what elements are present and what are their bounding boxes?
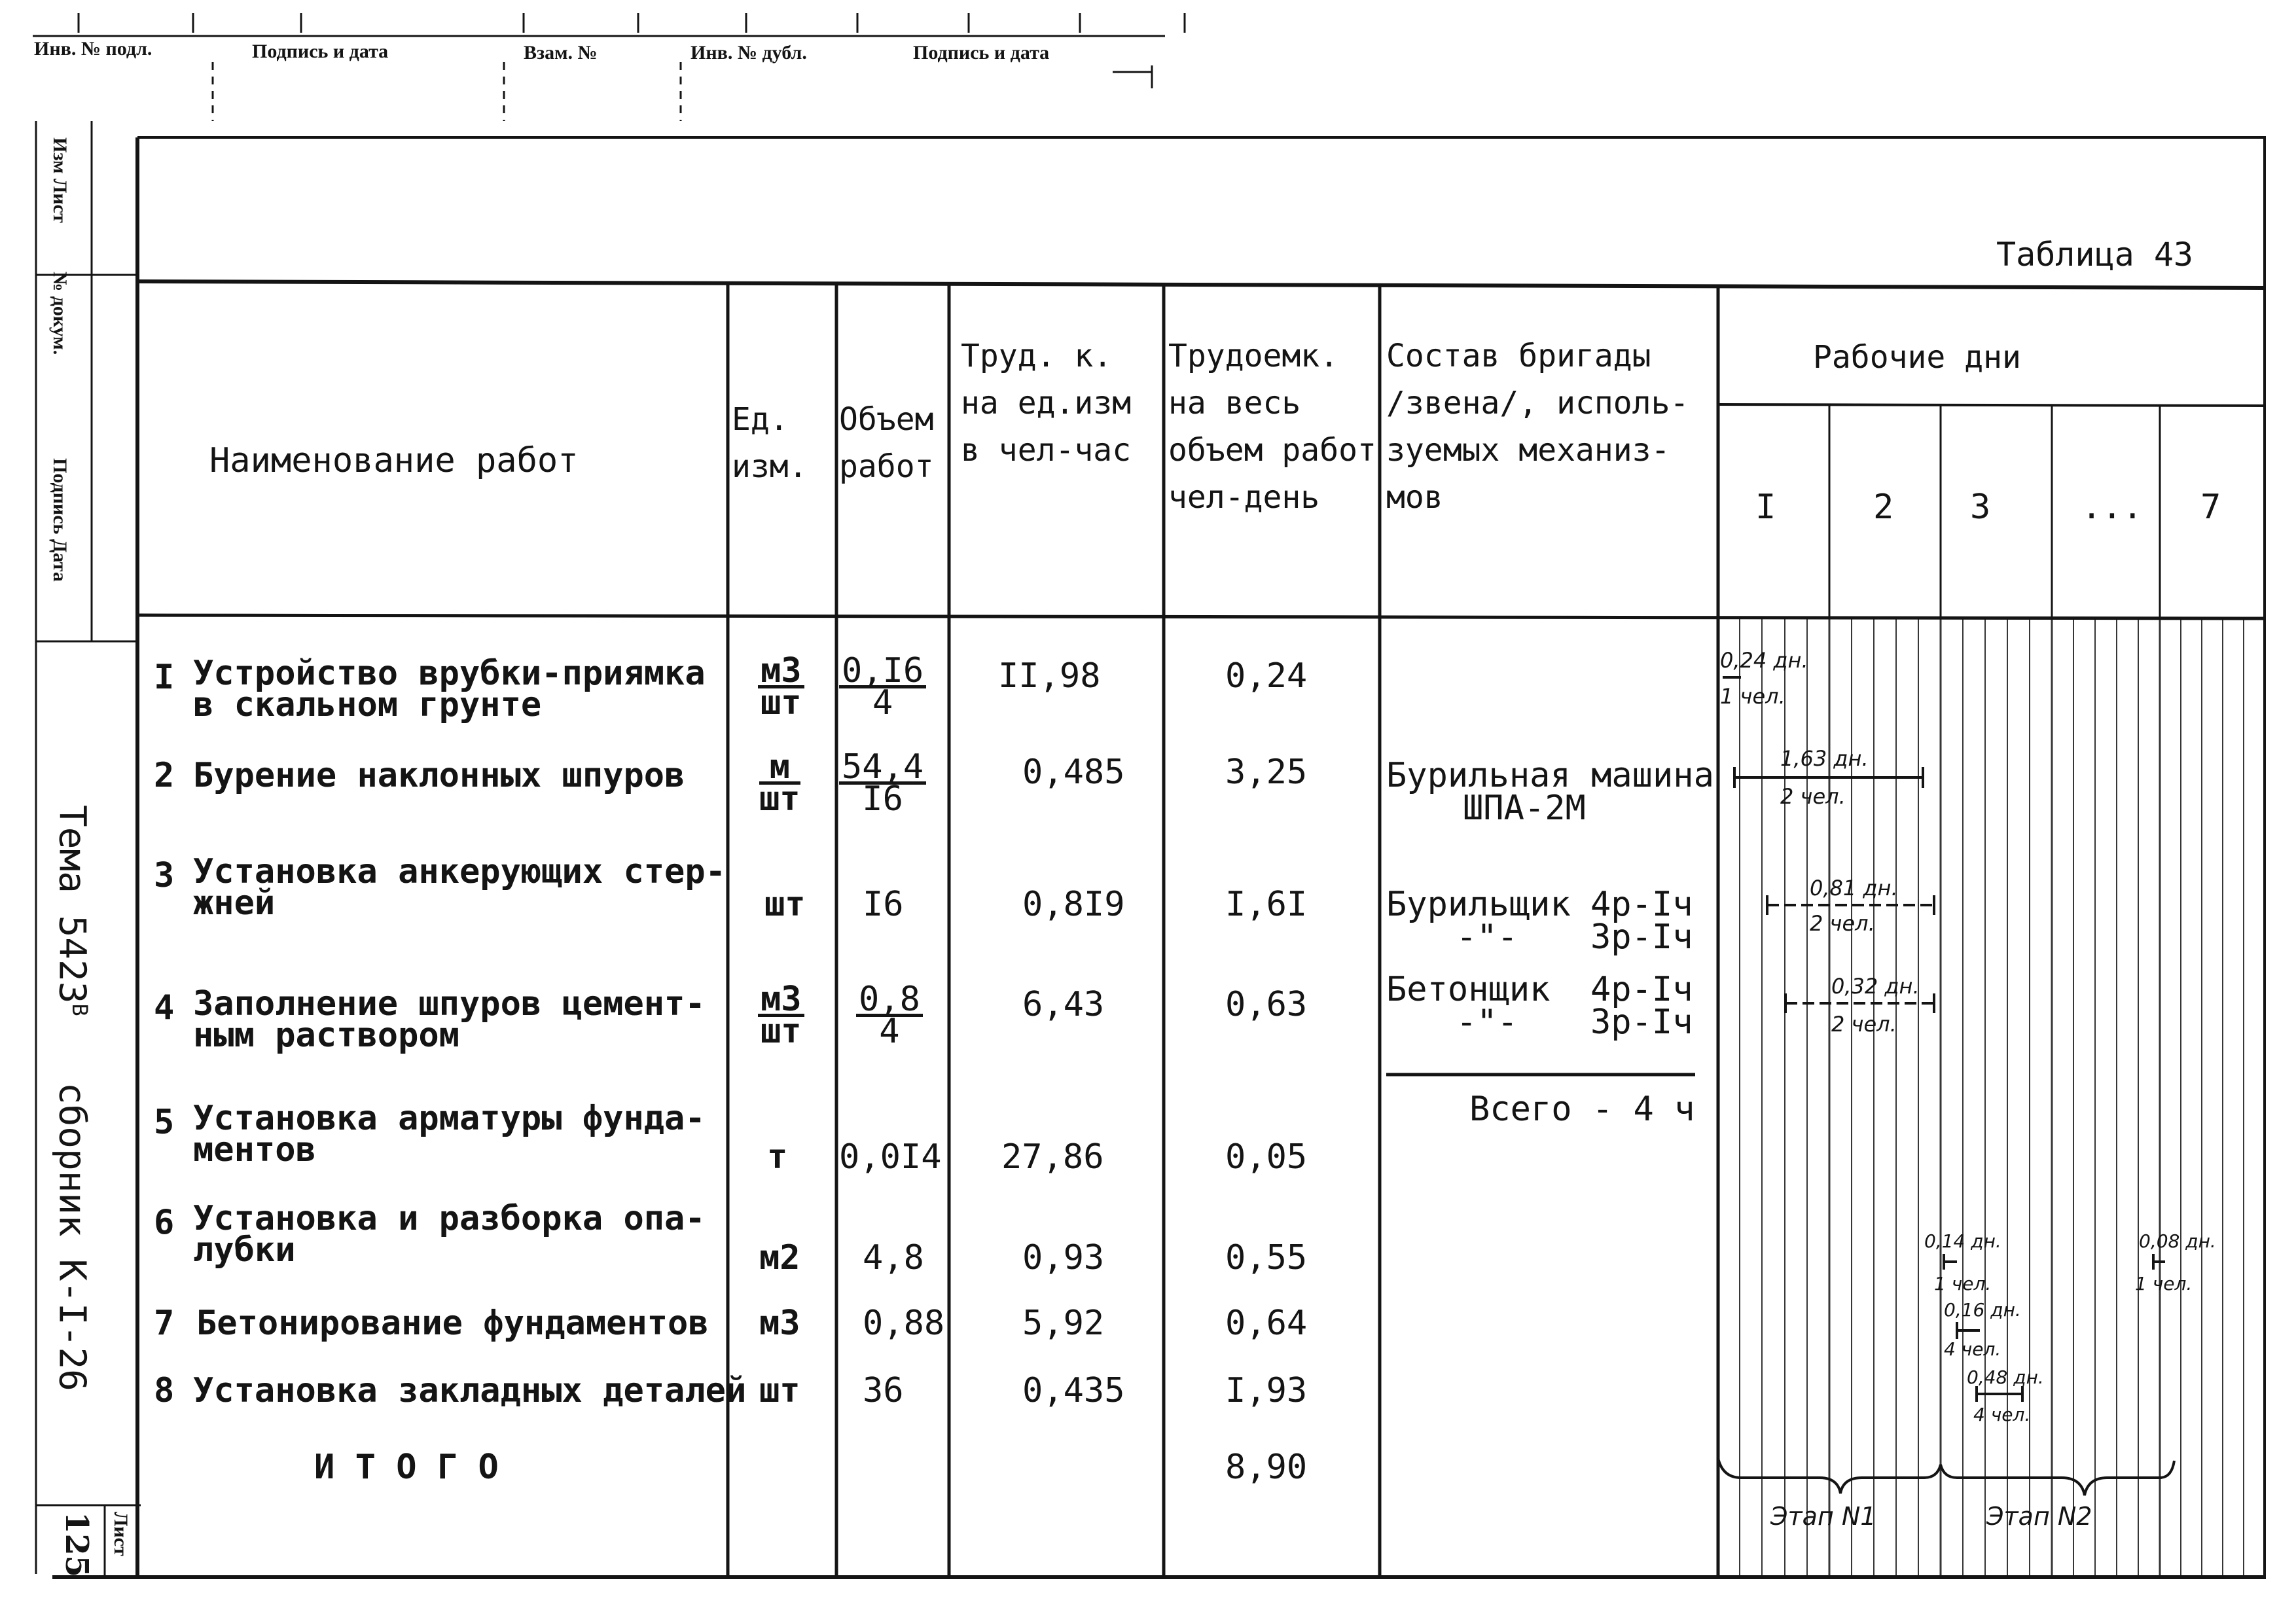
row-4-unit [758, 980, 804, 1051]
brigade-driller: Бурильщик [1386, 885, 1571, 924]
header-labor-unit: Труд. к. на ед.изм в чел-час [961, 338, 1132, 469]
gantt-bar-7-people: 4 чел. [1944, 1338, 2001, 1360]
stage-2-label: Этап N2 [1986, 1502, 2092, 1531]
row-1-unit-num: м3 [758, 656, 804, 688]
sheet-number: 125 [58, 1512, 95, 1578]
gantt-bar-8-days: 0,48 дн. [1967, 1366, 2044, 1388]
stamp-izm: Изм [49, 137, 71, 174]
header-name: Наименование работ [209, 441, 579, 480]
gantt-bar-2-days: 1,63 дн. [1780, 746, 1869, 771]
row-5-name: Установка арматуры фунда- ментов [193, 1099, 706, 1169]
row-6-volume: 4,8 [863, 1238, 924, 1277]
stage-1-label: Этап N1 [1770, 1502, 1876, 1531]
header-labor-total: Трудоемк. на весь объем работ чел-день [1168, 338, 1376, 516]
brigade-total: Всего - 4 ч [1469, 1090, 1695, 1129]
stamp-podpis-data-2: Подпись и дата [913, 42, 1050, 63]
row-8-number: 8 [154, 1371, 175, 1410]
stamp-list: Лист [49, 178, 71, 223]
brigade-concreter: Бетонщик [1386, 970, 1551, 1009]
row-5-labor-unit: 27,86 [1001, 1137, 1104, 1177]
sheet-number-box [58, 1512, 98, 1578]
stamp-left-mid [51, 272, 71, 435]
row-2-volume [839, 747, 926, 819]
row-2-name: Бурение наклонных шпуров [193, 756, 685, 795]
stamp-n-dokum: № докум. [49, 272, 71, 355]
row-8-unit: шт [759, 1371, 800, 1410]
row-2-unit [759, 747, 800, 819]
gantt-bar-1-days: 0,24 дн. [1720, 648, 1808, 673]
row-7-name: Бетонирование фундаментов [196, 1304, 709, 1343]
row-1-volume-num: 0,I6 [839, 656, 926, 688]
gantt-bar-1-people: 1 чел. [1720, 684, 1785, 709]
total-label: И Т О Г О [314, 1448, 499, 1487]
row-4-unit-num: м3 [758, 985, 804, 1017]
row-2-labor-total: 3,25 [1225, 753, 1308, 792]
row-1-labor-unit: II,98 [998, 656, 1101, 696]
brigade-driller-4: 4р-Iч [1590, 885, 1693, 924]
row-1-volume-den: 4 [872, 683, 893, 722]
stamp-inv-podl: Инв. № подл. [34, 38, 152, 60]
row-2-labor-unit: 0,485 [1022, 753, 1125, 792]
row-1-unit [758, 651, 804, 722]
day-col-2: 2 [1873, 488, 1894, 527]
stamp-vzam: Взам. № [524, 42, 598, 63]
gantt-bar-6-people: 1 чел. [2135, 1273, 2193, 1294]
day-col-3: 3 [1970, 488, 1991, 527]
gantt-bar-7 [1957, 1322, 1980, 1339]
row-2-unit-num: м [759, 753, 800, 785]
day-col-7: 7 [2200, 488, 2221, 527]
row-4-number: 4 [154, 988, 175, 1027]
brigade-concreter-4: 4р-Iч [1590, 970, 1693, 1009]
row-4-labor-unit: 6,43 [1022, 985, 1105, 1024]
row-8-labor-unit: 0,435 [1022, 1371, 1125, 1410]
row-5-unit: т [767, 1137, 788, 1177]
row-1-name: Устройство врубки-приямка в скальном грунте [193, 654, 706, 724]
brigade-ditto-1: -"- [1456, 918, 1518, 957]
gantt-bar-4-days: 0,32 дн. [1831, 974, 1920, 999]
stamp-left-bot [51, 458, 71, 635]
row-3-number: 3 [154, 856, 175, 895]
header-working-days: Рабочие дни [1813, 339, 2021, 376]
row-7-number: 7 [154, 1304, 175, 1343]
brigade-machine-model: ШПА-2М [1463, 789, 1586, 828]
brigade-concreter-3: 3р-Iч [1590, 1003, 1693, 1042]
row-2-unit-den: шт [759, 779, 800, 819]
brigade-ditto-2: -"- [1456, 1003, 1518, 1042]
row-2-volume-den: I6 [862, 779, 903, 819]
day-col-ellipsis: ... [2081, 488, 2143, 527]
day-col-1: I [1755, 488, 1776, 527]
header-brigade: Состав бригады /звена/, исполь- зуемых механиз- мов [1386, 338, 1689, 516]
header-volume: Объем работ [839, 401, 934, 485]
row-6-number: 6 [154, 1203, 175, 1242]
row-3-unit: шт [764, 885, 806, 924]
brigade-machine: Бурильная машина [1386, 756, 1714, 795]
row-1-labor-total: 0,24 [1225, 656, 1308, 696]
row-6-unit: м2 [759, 1238, 800, 1277]
collection-title: сборник К-I-26 [50, 1082, 94, 1391]
row-5-labor-total: 0,05 [1225, 1137, 1308, 1177]
row-7-volume: 0,88 [863, 1304, 945, 1343]
row-3-labor-unit: 0,8I9 [1022, 885, 1125, 924]
sheet-label-box [108, 1512, 134, 1571]
row-5-number: 5 [154, 1103, 175, 1142]
gantt-bar-6-days: 0,08 дн. [2139, 1230, 2216, 1252]
row-7-unit: м3 [759, 1304, 800, 1343]
table-caption: Таблица 43 [1996, 236, 2194, 274]
row-4-volume-num: 0,8 [856, 985, 923, 1017]
gantt-bar-3-people: 2 чел. [1810, 911, 1875, 936]
row-4-name: Заполнение шпуров цемент- ным раствором [193, 984, 706, 1055]
theme-sup: В [67, 1003, 92, 1016]
row-4-volume-den: 4 [879, 1012, 900, 1051]
gantt-bar-2-people: 2 чел. [1780, 784, 1846, 809]
stamp-data: Дата [49, 539, 71, 582]
brigade-driller-3: 3р-Iч [1590, 918, 1693, 957]
total-value: 8,90 [1225, 1448, 1308, 1487]
gantt-bar-4-people: 2 чел. [1831, 1012, 1897, 1037]
stamp-podpis-data: Подпись и дата [252, 41, 389, 62]
row-3-volume: I6 [863, 885, 904, 924]
row-3-name: Установка анкерующих стер- жней [193, 852, 726, 923]
row-1-number: I [154, 658, 175, 697]
gantt-bar-7-days: 0,16 дн. [1944, 1299, 2021, 1321]
theme-title: Тема 5423 [50, 805, 94, 1004]
row-2-volume-num: 54,4 [839, 753, 926, 785]
row-4-labor-total: 0,63 [1225, 985, 1308, 1024]
row-1-volume [839, 651, 926, 722]
stamp-inv-dubl: Инв. № дубл. [691, 42, 807, 63]
row-6-name: Установка и разборка опа- лубки [193, 1199, 706, 1270]
stamp-podpis: Подпись [49, 458, 71, 535]
row-5-volume: 0,0I4 [839, 1137, 942, 1177]
gantt-bar-5 [1944, 1254, 1957, 1270]
theme-block [50, 805, 99, 1391]
row-1-unit-den: шт [761, 683, 802, 722]
row-7-labor-total: 0,64 [1225, 1304, 1308, 1343]
row-8-labor-total: I,93 [1225, 1371, 1308, 1410]
gantt-bar-5-days: 0,14 дн. [1924, 1230, 2001, 1252]
row-7-labor-unit: 5,92 [1022, 1304, 1105, 1343]
row-4-volume [856, 980, 923, 1051]
header-unit: Ед. изм. [732, 401, 808, 485]
row-6-labor-total: 0,55 [1225, 1238, 1308, 1277]
gantt-bar-8 [1977, 1386, 2022, 1402]
stamp-left-top [51, 137, 71, 255]
row-2-number: 2 [154, 756, 175, 795]
sheet-label: Лист [110, 1512, 132, 1556]
gantt-bar-3-days: 0,81 дн. [1810, 876, 1898, 901]
row-3-labor-total: I,6I [1225, 885, 1308, 924]
row-8-volume: 36 [863, 1371, 904, 1410]
row-6-labor-unit: 0,93 [1022, 1238, 1105, 1277]
row-4-unit-den: шт [761, 1012, 802, 1051]
gantt-bar-5-people: 1 чел. [1934, 1273, 1992, 1294]
gantt-bar-8-people: 4 чел. [1973, 1404, 2031, 1425]
stage-brace [1718, 1458, 2174, 1495]
row-8-name: Установка закладных деталей [193, 1371, 747, 1410]
